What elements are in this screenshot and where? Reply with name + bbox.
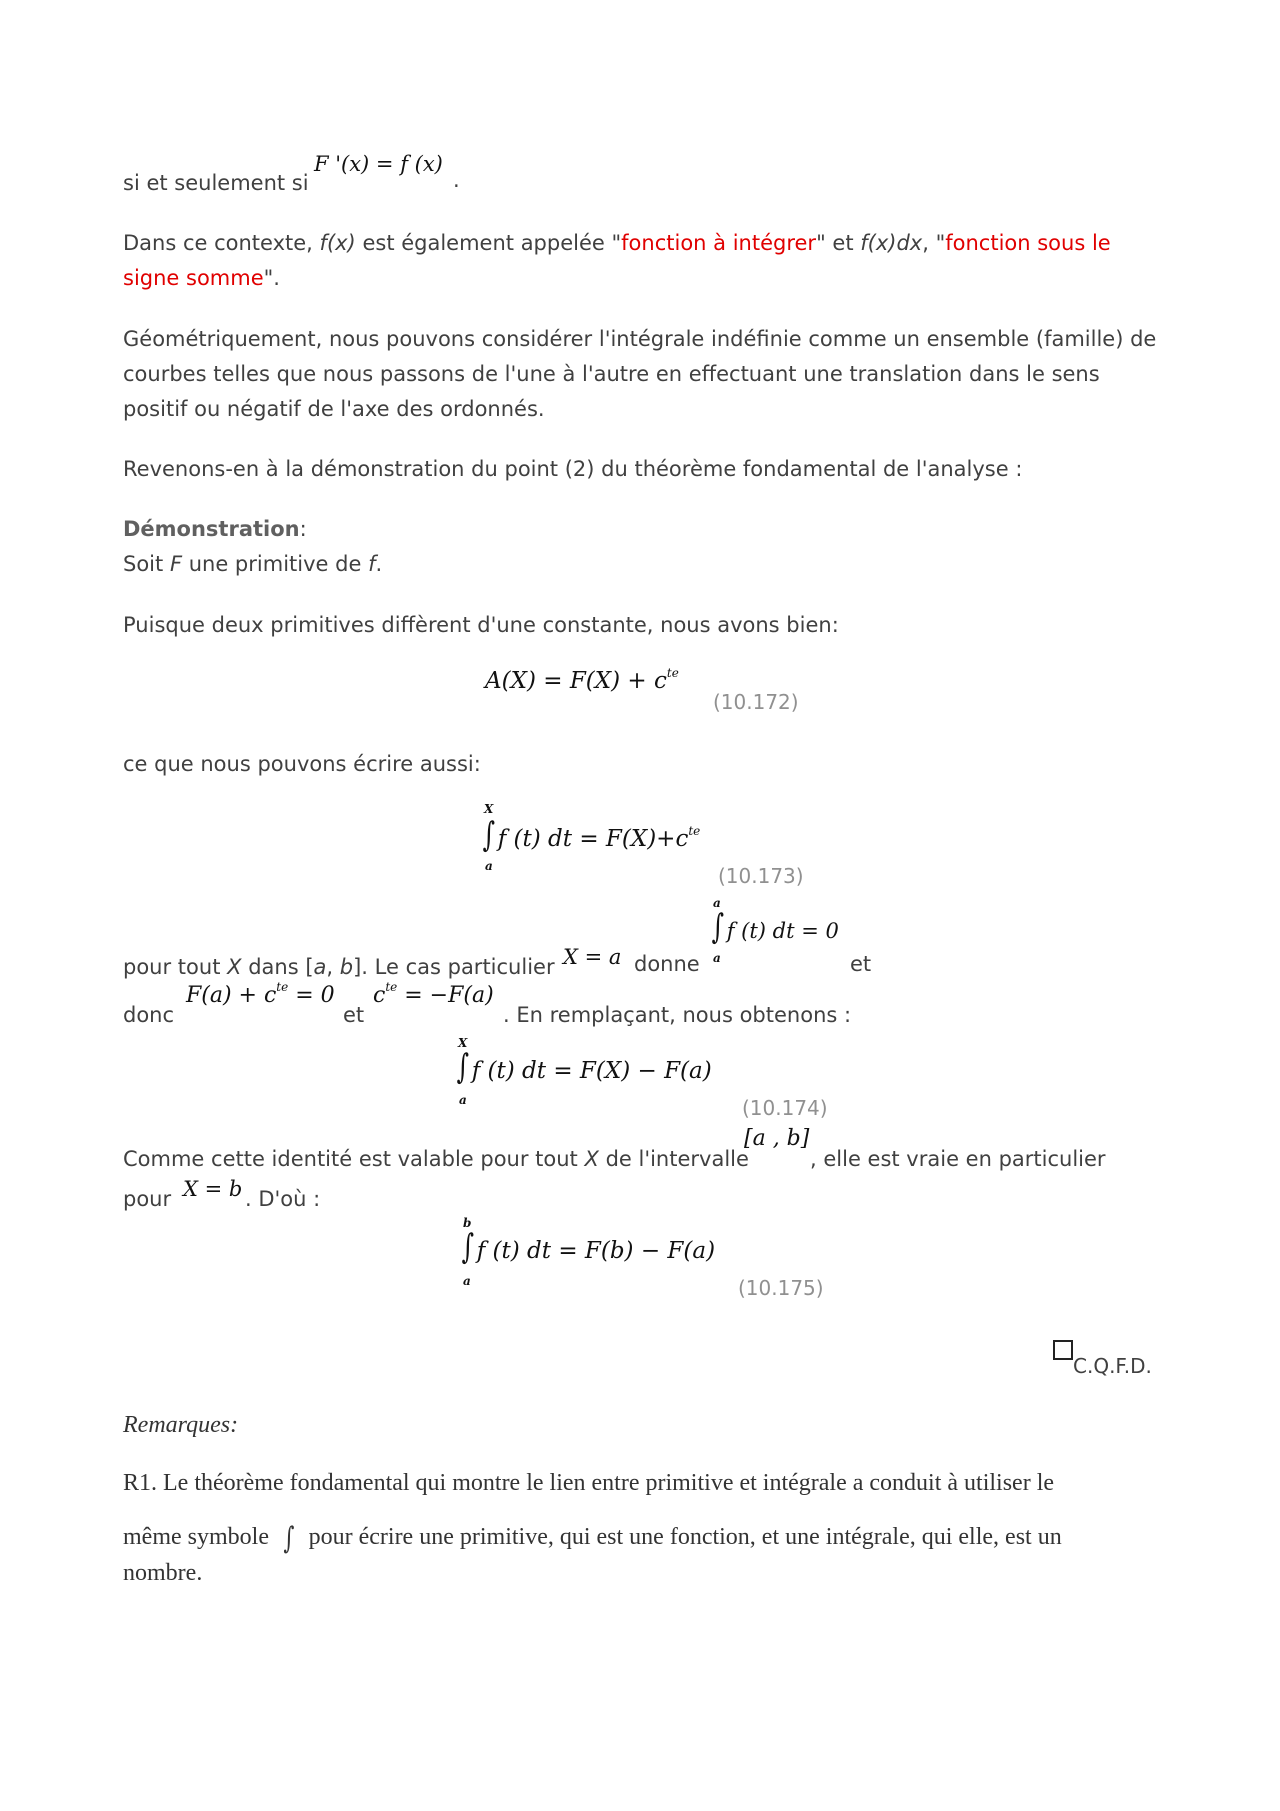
paragraph-geometriquement [123,322,1168,427]
eq174-body: f (t) dt = F(X) − F(a) [471,1058,712,1084]
integral-icon: ∫ [482,815,496,855]
eq174-lower-limit: a [459,1093,467,1107]
integral-icon: ∫ [461,1227,475,1267]
eq173-upper-limit: X [484,802,494,816]
p9-X: X [584,1147,599,1171]
equation-10-174 [454,1047,712,1087]
equation-number-10-173: (10.173) [718,864,804,888]
p9-pour: pour [123,1187,172,1211]
p8-eq2: c [373,983,386,1008]
demonstration-colon: : [299,517,307,541]
qed-square-icon [1053,1340,1073,1360]
remark-r1-rest: pour écrire une primitive, qui est une fonction, et une intégrale, qui elle, est un [308,1524,1062,1550]
eq172-body: A(X) = F(X) + c [485,668,667,694]
equation-10-172 [485,668,679,694]
p9-dou: . D'où : [245,1187,321,1211]
eq-Fa-plus-cte [186,980,335,1008]
p8-eq1: F(a) + c [186,983,277,1008]
paragraph-puisque [123,608,1168,643]
p7-pour-tout: pour tout [123,955,221,979]
eq-cte-minus-Fa [373,980,494,1008]
p2-mid3: , " [922,231,946,255]
demo-F: F [169,552,183,576]
p8-eq1-sup: te [276,980,289,994]
remarks-title: Remarques: [123,1412,239,1438]
p2-fx: f(x) [319,231,356,255]
p5-text: Puisque deux primitives diffèrent d'une constante, nous avons bien: [123,613,839,637]
eq-x-equals-a: X = a [563,945,622,969]
p7-donne: donne [634,952,700,976]
paragraph-revenons [123,452,1168,487]
p2-mid2: " et [816,231,854,255]
paragraph-ce-que [123,747,1168,782]
eq175-upper-limit: b [463,1216,472,1230]
eq-derivative-text: F '(x) = f (x) [314,152,443,176]
eq-derivative [314,152,443,176]
eq173-body: f (t) dt = F(X)+c [497,826,689,852]
paragraph-si-et-seulement-si [123,166,1168,201]
p1-period: . [453,168,460,192]
paragraph-contexte [123,226,1168,296]
p8-rest: . En remplaçant, nous obtenons : [503,1003,852,1027]
p8-et: et [343,1003,365,1027]
demo-une-primitive: une primitive de [188,552,362,576]
p8-donc: donc [123,1003,175,1027]
eq173-sup: te [688,824,701,838]
eq-int-a-a-zero [709,907,839,947]
p7-a: a [313,955,327,979]
demo-f: f [368,552,376,576]
integral-icon: ∫ [456,1047,470,1087]
p9-mid: de l'intervalle [605,1147,749,1171]
term-fonction-sous-signe-somme: fonction sous le signe somme [123,231,1111,290]
p7-X: X [227,955,242,979]
demonstration-heading: Démonstration [123,517,300,541]
p4-text: Revenons-en à la démonstration du point (2) du théorème fondamental de l'analyse : [123,457,1023,481]
p7-comma: , [326,955,340,979]
term-fonction-a-integrer: fonction à intégrer [621,231,817,255]
p2-prefix: Dans ce contexte, [123,231,313,255]
p9-line1 [123,1147,749,1171]
eq175-lower-limit: a [463,1274,471,1288]
eq174-upper-limit: X [458,1036,468,1050]
remark-r1-line2 [123,1518,1168,1556]
equation-number-10-172: (10.172) [713,690,799,714]
p2-fxdx: f(x)dx [860,231,923,255]
p2-mid: est également appelée " [362,231,622,255]
equation-number-10-174: (10.174) [742,1096,828,1120]
eq175-body: f (t) dt = F(b) − F(a) [476,1238,716,1264]
equation-10-175 [459,1227,716,1267]
remark-r1-line3: nombre. [123,1560,203,1586]
p8-eq2-end: = −F(a) [397,983,494,1008]
p1-text: si et seulement si [123,171,309,195]
remark-r1-line1: R1. Le théorème fondamental qui montre le lien entre primitive et intégrale a conduit à utiliser le [123,1470,1055,1496]
p7-b: b [339,955,354,979]
demo-dot: . [375,552,383,576]
integral-symbol-icon: ∫ [283,1521,295,1556]
p7-int-body: f (t) dt = 0 [726,919,839,943]
eq173-lower-limit: a [485,859,493,873]
eq-x-equals-b: X = b [183,1177,243,1201]
demo-soit: Soit [123,552,164,576]
equation-number-10-175: (10.175) [738,1276,824,1300]
p6-text: ce que nous pouvons écrire aussi: [123,752,481,776]
p8-eq1-end: = 0 [288,983,335,1008]
equation-10-173 [480,815,701,855]
eq-interval-a-b: [a , b] [744,1126,810,1151]
p2-end: ". [263,266,280,290]
remark-r1-meme-symbole: même symbole [123,1524,269,1550]
p3-text: Géométriquement, nous pouvons considérer l'intégrale indéfinie comme un ensemble (famille) de courbes telles que nous passons de l'une à l'autre en effectuant une translation dans le sens positif ou négatif de l'axe des ordonnés. [123,327,1157,421]
demonstration-block [123,512,1168,582]
qed-text: C.Q.F.D. [1073,1354,1152,1378]
p9-start: Comme cette identité est valable pour tout [123,1147,578,1171]
p7-int-lower: a [713,951,721,965]
p7-dans: dans [ [248,955,314,979]
p7-et: et [850,952,872,976]
p9-end: , elle est vraie en particulier [810,1147,1106,1171]
integral-icon: ∫ [711,907,725,947]
p7-int-upper: a [713,896,721,910]
p8-eq2-sup: te [385,980,398,994]
eq172-sup: te [666,666,679,680]
p7-le-cas: ]. Le cas particulier [353,955,555,979]
